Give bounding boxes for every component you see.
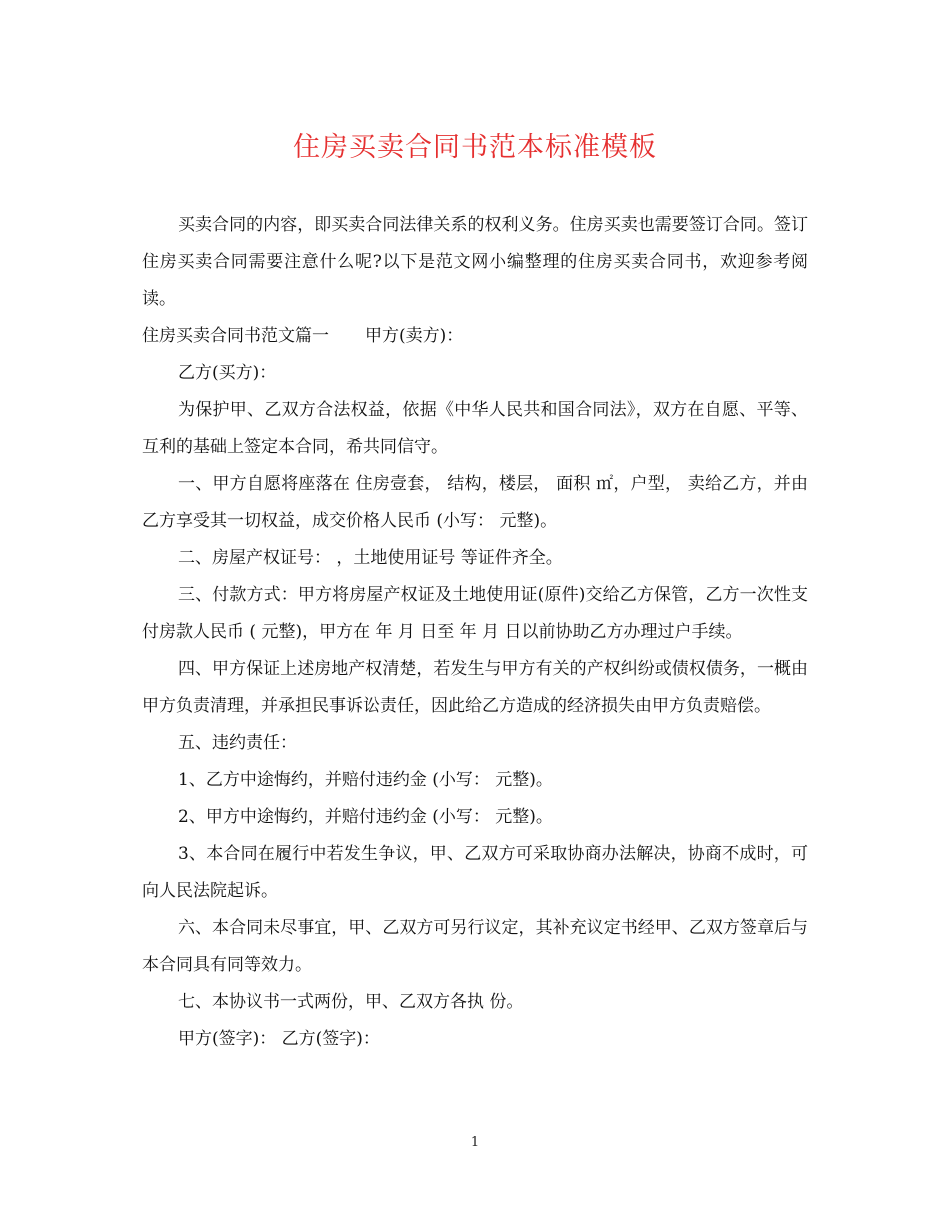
document-body — [142, 207, 808, 1058]
clause-4: 四、甲方保证上述房地产权清楚，若发生与甲方有关的产权纠纷或债权债务，一概由甲方负责清理，并承担民事诉讼责任，因此给乙方造成的经济损失由甲方负责赔偿。 — [142, 659, 808, 716]
clause-5-item-2: 2、甲方中途悔约，并赔付违约金 (小写： 元整)。 — [178, 807, 553, 827]
clause-5-item-3: 3、本合同在履行中若发生争议，甲、乙双方可采取协商办法解决，协商不成时，可向人民法院起诉。 — [142, 844, 808, 901]
clause-7: 七、本协议书一式两份，甲、乙双方各执 份。 — [178, 992, 524, 1012]
party-a-label: 甲方(卖方)： — [365, 326, 464, 346]
page-number: 1 — [470, 1135, 480, 1150]
intro-paragraph: 买卖合同的内容，即买卖合同法律关系的权利义务。住房买卖也需要签订合同。签订住房买卖合同需要注意什么呢?以下是范文网小编整理的住房买卖合同书，欢迎参考阅读。 — [142, 215, 808, 309]
document-title: 住房买卖合同书范本标准模板 — [293, 132, 657, 163]
clause-6: 六、本合同未尽事宜，甲、乙双方可另行议定，其补充议定书经甲、乙双方签章后与本合同具有同等效力。 — [142, 918, 808, 975]
party-b-label: 乙方(买方)： — [178, 363, 277, 383]
section-heading-line — [142, 318, 808, 355]
preamble-paragraph: 为保护甲、乙双方合法权益，依据《中华人民共和国合同法》，双方在自愿、平等、互利的基础上签定本合同，希共同信守。 — [142, 400, 808, 457]
clause-5-heading: 五、违约责任： — [178, 733, 297, 753]
signature-line: 甲方(签字)： 乙方(签字)： — [178, 1029, 380, 1049]
clause-1: 一、甲方自愿将座落在 住房壹套， 结构，楼层， 面积 ㎡，户型， 卖给乙方，并由乙方享受其一切权益，成交价格人民币 (小写： 元整)。 — [142, 474, 808, 531]
clause-5-item-1: 1、乙方中途悔约，并赔付违约金 (小写： 元整)。 — [178, 770, 553, 790]
section-heading: 住房买卖合同书范文篇一 — [142, 326, 329, 346]
clause-3: 三、付款方式：甲方将房屋产权证及土地使用证(原件)交给乙方保管，乙方一次性支付房款人民币 ( 元整)，甲方在 年 月 日至 年 月 日以前协助乙方办理过户手续。 — [142, 585, 808, 642]
clause-2: 二、房屋产权证号： ，土地使用证号 等证件齐全。 — [178, 548, 563, 568]
